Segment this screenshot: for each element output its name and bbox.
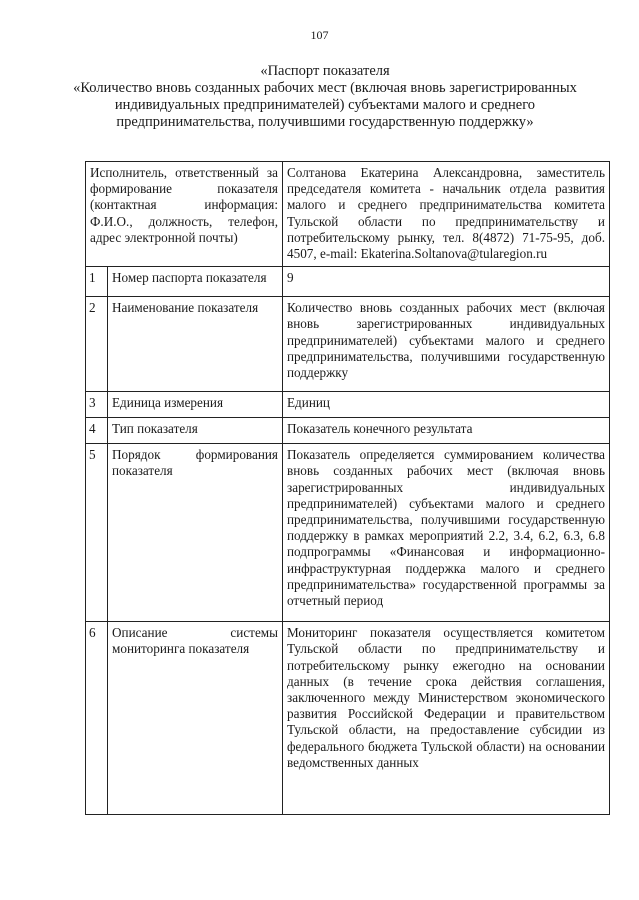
row-value: Мониторинг показателя осуществляется комитетом Тульской области по предпринимательству и потребительскому рынку ежегодно на основании данных (в течение срока действия соглашения, заключенного между Министерством экономического развития Российской Федерации и правительством Тульской области, на предоставление субсидии из федерального бюджета Тульской области) на основании ведомственных данных [283, 622, 610, 815]
table-row [86, 392, 610, 418]
row-value: Количество вновь созданных рабочих мест (включая вновь зарегистрированных индивидуальных предпринимателей) субъектами малого и среднего предпринимательства, получившими государственную поддержку [283, 297, 610, 392]
table-row [86, 622, 610, 815]
row-label: Порядок формирования показателя [108, 444, 283, 622]
row-label: Тип показателя [108, 418, 283, 444]
title-indicator-name: «Количество вновь созданных рабочих мест (включая вновь зарегистрированных индивидуальных предпринимателей) субъектами малого и среднего предпринимательства, получившими государственную поддержку» [73, 80, 577, 130]
passport-table [85, 161, 610, 815]
executor-value: Солтанова Екатерина Александровна, заместитель председателя комитета - начальник отдела развития малого и среднего предпринимательства комитета Тульской области по предпринимательству и потребительскому рынку, тел. 8(4872) 71-75-95, доб. 4507, e-mail: Ekaterina.Soltanova@tularegion.ru [283, 162, 610, 267]
table-row [86, 297, 610, 392]
row-number: 5 [86, 444, 108, 622]
row-value: Показатель конечного результата [283, 418, 610, 444]
row-value: Показатель определяется суммированием количества вновь созданных рабочих мест (включая вновь зарегистрированных индивидуальных предпринимателей) субъектами малого и среднего предпринимательства, получившими государственную поддержку в рамках мероприятий 2.2, 3.4, 6.2, 6.3, 6.8 подпрограммы «Финансовая и информационно-инфраструктурная поддержка малого и среднего предпринимательства» государственной программы за отчетный период [283, 444, 610, 622]
table-row [86, 444, 610, 622]
row-label: Наименование показателя [108, 297, 283, 392]
row-value: Единиц [283, 392, 610, 418]
table-row [86, 267, 610, 297]
row-label: Номер паспорта показателя [108, 267, 283, 297]
row-number: 1 [86, 267, 108, 297]
table-row-executor [86, 162, 610, 267]
page-number: 107 [310, 28, 329, 42]
row-value: 9 [283, 267, 610, 297]
document-title [60, 63, 590, 131]
row-label: Единица измерения [108, 392, 283, 418]
executor-label: Исполнитель, ответственный за формирование показателя (контактная информация: Ф.И.О., должность, телефон, адрес электронной почты) [86, 162, 283, 267]
row-label: Описание системы мониторинга показателя [108, 622, 283, 815]
row-number: 4 [86, 418, 108, 444]
row-number: 2 [86, 297, 108, 392]
title-line-passport: «Паспорт показателя [260, 63, 390, 79]
row-number: 3 [86, 392, 108, 418]
table-row [86, 418, 610, 444]
row-number: 6 [86, 622, 108, 815]
